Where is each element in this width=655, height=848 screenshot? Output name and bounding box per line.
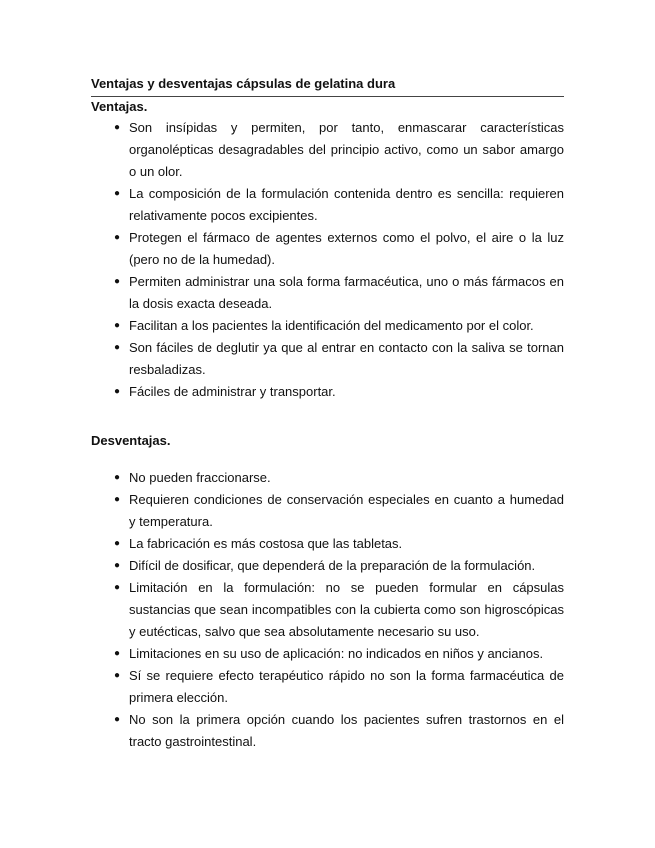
list-item xyxy=(91,709,564,753)
bullet-icon: ● xyxy=(114,188,121,199)
list-item xyxy=(91,117,564,183)
bullet-icon: ● xyxy=(114,472,121,483)
bullet-icon: ● xyxy=(114,320,121,331)
bullet-icon: ● xyxy=(114,714,121,725)
list-item-text: Sí se requiere efecto terapéutico rápido no son la forma farmacéutica de primera elección. xyxy=(129,668,564,705)
list-item xyxy=(91,467,564,489)
document-title: Ventajas y desventajas cápsulas de gelatina dura xyxy=(91,76,396,91)
list-item-text: La fabricación es más costosa que las tabletas. xyxy=(129,536,403,551)
list-item xyxy=(91,271,564,315)
list-item xyxy=(91,643,564,665)
list-item xyxy=(91,183,564,227)
list-item-text: Limitación en la formulación: no se pueden formular en cápsulas sustancias que sean incompatibles con la cubierta como son higroscópicas y eutécticas, salvo que sea absolutamente necesario su uso. xyxy=(129,580,564,639)
document-content xyxy=(91,74,564,753)
list-item-text: Fáciles de administrar y transportar. xyxy=(129,384,336,399)
list-item-text: Son insípidas y permiten, por tanto, enmascarar características organolépticas desagradables del principio activo, como un sabor amargo o un olor. xyxy=(129,120,564,179)
list-item-text: Protegen el fármaco de agentes externos como el polvo, el aire o la luz (pero no de la humedad). xyxy=(129,230,564,267)
bullet-icon: ● xyxy=(114,538,121,549)
bullet-icon: ● xyxy=(114,648,121,659)
bullet-icon: ● xyxy=(114,232,121,243)
bullet-icon: ● xyxy=(114,494,121,505)
disadvantages-list xyxy=(91,467,564,753)
list-item xyxy=(91,381,564,403)
bullet-icon: ● xyxy=(114,276,121,287)
list-item-text: Permiten administrar una sola forma farmacéutica, uno o más fármacos en la dosis exacta deseada. xyxy=(129,274,564,311)
list-item xyxy=(91,337,564,381)
disadvantages-heading: Desventajas. xyxy=(91,433,171,448)
list-item-text: Facilitan a los pacientes la identificación del medicamento por el color. xyxy=(129,318,534,333)
bullet-icon: ● xyxy=(114,342,121,353)
advantages-heading: Ventajas. xyxy=(91,99,148,114)
list-item-text: No pueden fraccionarse. xyxy=(129,470,271,485)
bullet-icon: ● xyxy=(114,386,121,397)
list-item-text: Requieren condiciones de conservación especiales en cuanto a humedad y temperatura. xyxy=(129,492,564,529)
bullet-icon: ● xyxy=(114,582,121,593)
list-item xyxy=(91,555,564,577)
list-item xyxy=(91,489,564,533)
list-item-text: La composición de la formulación contenida dentro es sencilla: requieren relativamente pocos excipientes. xyxy=(129,186,564,223)
bullet-icon: ● xyxy=(114,122,121,133)
list-item xyxy=(91,533,564,555)
list-item xyxy=(91,227,564,271)
advantages-list xyxy=(91,117,564,403)
list-item-text: Son fáciles de deglutir ya que al entrar en contacto con la saliva se tornan resbaladizas. xyxy=(129,340,564,377)
list-item xyxy=(91,577,564,643)
bullet-icon: ● xyxy=(114,670,121,681)
list-item xyxy=(91,315,564,337)
list-item-text: Difícil de dosificar, que dependerá de la preparación de la formulación. xyxy=(129,558,536,573)
list-item-text: Limitaciones en su uso de aplicación: no indicados en niños y ancianos. xyxy=(129,646,544,661)
bullet-icon: ● xyxy=(114,560,121,571)
list-item xyxy=(91,665,564,709)
list-item-text: No son la primera opción cuando los pacientes sufren trastornos en el tracto gastrointestinal. xyxy=(129,712,564,749)
